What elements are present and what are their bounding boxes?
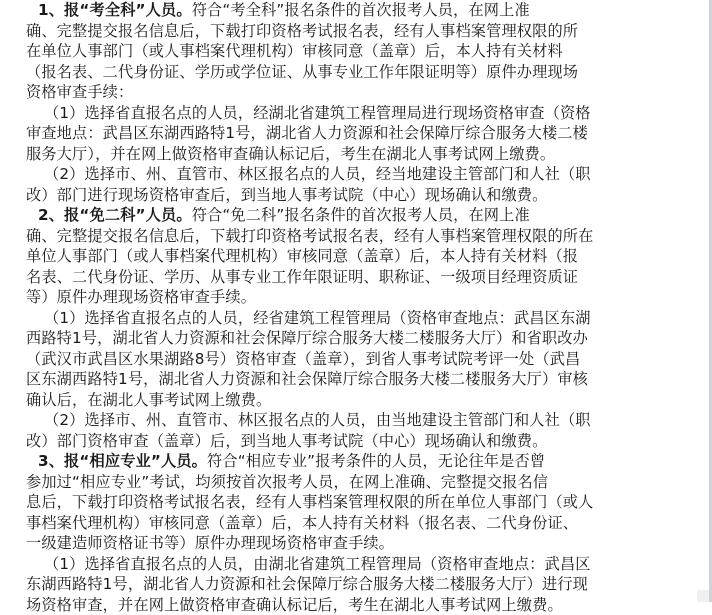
paragraph-text: 确、完整提交报名信息后，下载打印资格考试报名表，经有人事档案管理权限的所在: [26, 227, 594, 245]
text-line: [26, 574, 708, 595]
paragraph-text: （2）选择市、州、直管市、林区报名点的人员，经当地建设主管部门和人社（职: [44, 165, 591, 183]
text-line: [26, 0, 708, 21]
paragraph-text: （2）选择市、州、直管市、林区报名点的人员，由当地建设主管部门和人社（职: [44, 411, 591, 429]
text-line: [26, 554, 708, 575]
text-line: [26, 21, 708, 42]
paragraph-text: 服务大厅），并在网上做资格审查确认标记后，考生在湖北人事考试网上缴费。: [26, 145, 555, 163]
section-3: [26, 451, 708, 615]
text-line: [26, 492, 708, 513]
text-line: [26, 62, 708, 83]
text-line: [26, 595, 708, 615]
text-line: [26, 267, 708, 288]
text-line: [26, 246, 708, 267]
section-2: [26, 205, 708, 451]
paragraph-text: （1）选择省直报名点的人员，经湖北省建筑工程管理局进行现场资格审查（资格: [44, 104, 591, 122]
text-line: [26, 533, 708, 554]
paragraph-text: 事档案代理机构）审核同意（盖章）后，本人持有关材料（报名表、二代身份证、: [26, 514, 578, 532]
paragraph-text: 符合“考全科”报名条件的首次报考人员，在网上准: [192, 1, 530, 19]
paragraph-text: 符合“相应专业”报考条件的人员，无论往年是否曾: [207, 452, 545, 470]
paragraph-text: 区东湖西路特1号，湖北省人力资源和社会保障厅综合服务大楼二楼服务大厅）审核: [26, 370, 588, 388]
text-line: [26, 349, 708, 370]
text-line: [26, 287, 708, 308]
paragraph-text: 审查地点：武昌区东湖西路特1号，湖北省人力资源和社会保障厅综合服务大楼二楼: [26, 124, 588, 142]
text-line: [26, 123, 708, 144]
text-line: [26, 472, 708, 493]
text-line: [26, 226, 708, 247]
text-line: [26, 451, 708, 472]
scroll-corner: [697, 590, 709, 602]
paragraph-text: 在单位人事部门（或人事档案代理机构）审核同意（盖章）后，本人持有关材料: [26, 42, 563, 60]
document-body: [26, 0, 708, 615]
text-line: [26, 369, 708, 390]
text-line: [26, 103, 708, 124]
paragraph-text: 确、完整提交报名信息后，下载打印资格考试报名表，经有人事档案管理权限的所: [26, 22, 578, 40]
paragraph-text: 单位人事部门（或人事档案代理机构）审核同意（盖章）后，本人持有关材料（报: [26, 247, 578, 265]
text-line: [26, 144, 708, 165]
paragraph-text: 确认后，在湖北人事考试网上缴费。: [26, 391, 271, 409]
text-line: [26, 308, 708, 329]
section-heading: 2、报“免二科”人员。: [38, 206, 192, 224]
paragraph-text: 改）部门进行现场资格审查后，到当地人事考试院（中心）现场确认和缴费。: [26, 186, 547, 204]
paragraph-text: 场资格审查，并在网上做资格审查确认标记后，考生在湖北人事考试网上缴费。: [26, 596, 563, 614]
paragraph-text: 东湖西路特1号，湖北省人力资源和社会保障厅综合服务大楼二楼服务大厅）进行现: [26, 575, 588, 593]
paragraph-text: 符合“免二科”报名条件的首次报考人员，在网上准: [192, 206, 530, 224]
section-heading: 3、报“相应专业”人员。: [38, 452, 207, 470]
paragraph-text: 息后，下载打印资格考试报名表，经有人事档案管理权限的所在单位人事部门（或人: [26, 493, 594, 511]
text-line: [26, 41, 708, 62]
paragraph-text: （1）选择省直报名点的人员，由湖北省建筑工程管理局（资格审查地点：武昌区: [44, 555, 591, 573]
paragraph-text: 资格审查手续：: [26, 83, 133, 101]
text-line: [26, 410, 708, 431]
text-line: [26, 431, 708, 452]
text-line: [26, 82, 708, 103]
paragraph-text: （报名表、二代身份证、学历或学位证、从事专业工作年限证明等）原件办理现场: [26, 63, 578, 81]
paragraph-text: 一级建造师资格证书等）原件办理现场资格审查手续。: [26, 534, 394, 552]
section-heading: 1、报“考全科”人员。: [38, 1, 192, 19]
section-1: [26, 0, 708, 205]
text-line: [26, 390, 708, 411]
paragraph-text: 参加过“相应专业”考试，均须按首次报考人员，在网上准确、完整提交报名信: [26, 473, 548, 491]
text-line: [26, 205, 708, 226]
paragraph-text: 改）部门资格审查（盖章）后，到当地人事考试院（中心）现场确认和缴费。: [26, 432, 547, 450]
text-line: [26, 328, 708, 349]
paragraph-text: （1）选择省直报名点的人员，经省建筑工程管理局（资格审查地点：武昌区东湖: [44, 309, 591, 327]
paragraph-text: 等）原件办理现场资格审查手续。: [26, 288, 256, 306]
text-line: [26, 164, 708, 185]
text-line: [26, 513, 708, 534]
paragraph-text: 名表、二代身份证、学历、从事专业工作年限证明、职称证、一级项目经理资质证: [26, 268, 578, 286]
paragraph-text: （武汉市武昌区水果湖路8号）资格审查（盖章），到省人事考试院考评一处（武昌: [26, 350, 580, 368]
paragraph-text: 西路特1号，湖北省人力资源和社会保障厅综合服务大楼二楼服务大厅）和省职改办: [26, 329, 588, 347]
text-line: [26, 185, 708, 206]
